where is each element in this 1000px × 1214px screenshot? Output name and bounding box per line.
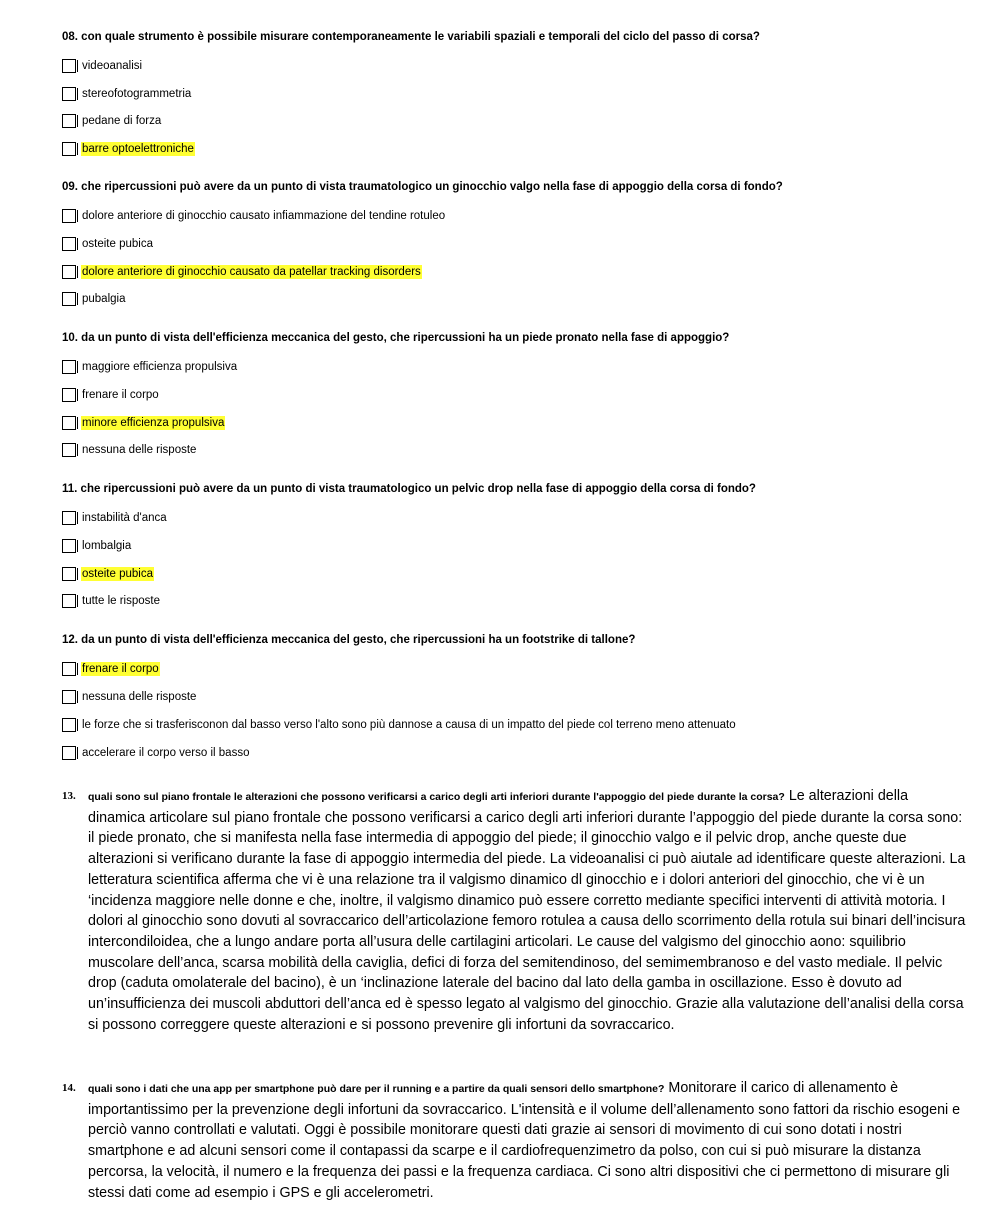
divider bbox=[77, 143, 78, 155]
checkbox-icon[interactable] bbox=[62, 662, 76, 676]
divider bbox=[77, 115, 78, 127]
question-body bbox=[88, 1078, 968, 1203]
divider bbox=[77, 60, 78, 72]
question-text: quali sono sul piano frontale le alterazioni che possono verificarsi a carico degli arti inferiori durante l'appoggio del piede durante la corsa? bbox=[88, 791, 785, 803]
question-11-title: 11. che ripercussioni può avere da un punto di vista traumatologico un pelvic drop nella fase di appoggio della corsa di fondo? bbox=[62, 483, 756, 495]
divider bbox=[77, 540, 78, 552]
divider bbox=[77, 595, 78, 607]
question-number: 14. bbox=[62, 1082, 76, 1094]
question-11-option-3[interactable] bbox=[62, 564, 154, 584]
option-label: dolore anteriore di ginocchio causato infiammazione del tendine rotuleo bbox=[82, 210, 446, 222]
open-question-14 bbox=[62, 1078, 968, 1203]
checkbox-icon[interactable] bbox=[62, 416, 76, 430]
checkbox-icon[interactable] bbox=[62, 718, 76, 732]
option-label: osteite pubica bbox=[82, 238, 153, 250]
checkbox-icon[interactable] bbox=[62, 114, 76, 128]
option-label-highlighted: dolore anteriore di ginocchio causato da patellar tracking disorders bbox=[82, 266, 421, 278]
checkbox-icon[interactable] bbox=[62, 360, 76, 374]
option-label-highlighted: frenare il corpo bbox=[82, 663, 159, 675]
checkbox-icon[interactable] bbox=[62, 746, 76, 760]
answer-text: Monitorare il carico di allenamento è importantissimo per la prevenzione degli infortuni da sovraccarico. L'intensità e il volume dell’allenamento sono fattori da rischio esogeni e perciò vanno controllati e valutati. Oggi è possibile monitorare questi dati grazie ai sensori di movimento di cui sono dotati i nostri smartphone e ad alcuni sensori come il contapassi da scarpe e il cardiofrequenzimetro da polso, con cui si può misurare la distanza percorsa, la velocità, il numero e la frequenza dei passi e la frequenza cardiaca. Ci sono altri dispositivi che ci permettono di misurare gli stessi dati come ad esempio i GPS e gli accelerometri. bbox=[88, 1080, 961, 1201]
divider bbox=[77, 293, 78, 305]
divider bbox=[77, 663, 78, 675]
question-11-option-4[interactable] bbox=[62, 591, 161, 611]
checkbox-icon[interactable] bbox=[62, 59, 76, 73]
divider bbox=[77, 747, 78, 759]
option-label: accelerare il corpo verso il basso bbox=[82, 747, 250, 759]
question-10-option-4[interactable] bbox=[62, 440, 197, 460]
option-label: nessuna delle risposte bbox=[82, 444, 197, 456]
question-12-option-4[interactable] bbox=[62, 743, 250, 763]
divider bbox=[77, 361, 78, 373]
divider bbox=[77, 719, 78, 731]
question-10-title: 10. da un punto di vista dell'efficienza meccanica del gesto, che ripercussioni ha un piede pronato nella fase di appoggio? bbox=[62, 332, 730, 344]
divider bbox=[77, 417, 78, 429]
option-label: tutte le risposte bbox=[82, 595, 160, 607]
checkbox-icon[interactable] bbox=[62, 209, 76, 223]
checkbox-icon[interactable] bbox=[62, 87, 76, 101]
checkbox-icon[interactable] bbox=[62, 237, 76, 251]
option-label: nessuna delle risposte bbox=[82, 691, 197, 703]
option-label: pubalgia bbox=[82, 293, 126, 305]
option-label: le forze che si trasferisconon dal basso verso l'alto sono più dannose a causa di un impatto del piede col terreno meno attenuato bbox=[82, 719, 736, 731]
option-label: videoanalisi bbox=[82, 60, 143, 72]
option-label: frenare il corpo bbox=[82, 389, 159, 401]
question-10-option-1[interactable] bbox=[62, 357, 238, 377]
option-label-highlighted: barre optoelettroniche bbox=[82, 143, 194, 155]
question-08-option-1[interactable] bbox=[62, 56, 143, 76]
option-label: lombalgia bbox=[82, 540, 132, 552]
divider bbox=[77, 444, 78, 456]
divider bbox=[77, 238, 78, 250]
question-09-option-1[interactable] bbox=[62, 206, 446, 226]
question-09-option-2[interactable] bbox=[62, 234, 154, 254]
checkbox-icon[interactable] bbox=[62, 539, 76, 553]
question-12-option-1[interactable] bbox=[62, 659, 160, 679]
question-08-title: 08. con quale strumento è possibile misurare contemporaneamente le variabili spaziali e temporali del ciclo del passo di corsa? bbox=[62, 31, 760, 43]
option-label: instabilità d'anca bbox=[82, 512, 167, 524]
question-08-option-2[interactable] bbox=[62, 84, 192, 104]
question-12-option-3[interactable] bbox=[62, 715, 737, 735]
checkbox-icon[interactable] bbox=[62, 388, 76, 402]
divider bbox=[77, 266, 78, 278]
option-label: stereofotogrammetria bbox=[82, 88, 192, 100]
question-12-title: 12. da un punto di vista dell'efficienza meccanica del gesto, che ripercussioni ha un footstrike di tallone? bbox=[62, 634, 636, 646]
question-10-option-2[interactable] bbox=[62, 385, 160, 405]
checkbox-icon[interactable] bbox=[62, 265, 76, 279]
checkbox-icon[interactable] bbox=[62, 594, 76, 608]
checkbox-icon[interactable] bbox=[62, 567, 76, 581]
option-label: pedane di forza bbox=[82, 115, 162, 127]
divider bbox=[77, 88, 78, 100]
option-label: maggiore efficienza propulsiva bbox=[82, 361, 238, 373]
question-08-option-4[interactable] bbox=[62, 139, 195, 159]
question-number: 13. bbox=[62, 790, 76, 802]
checkbox-icon[interactable] bbox=[62, 511, 76, 525]
question-10-option-3[interactable] bbox=[62, 413, 225, 433]
divider bbox=[77, 210, 78, 222]
option-label-highlighted: minore efficienza propulsiva bbox=[82, 417, 225, 429]
checkbox-icon[interactable] bbox=[62, 142, 76, 156]
open-question-13 bbox=[62, 786, 968, 1035]
answer-text: Le alterazioni della dinamica articolare sul piano frontale che possono verificarsi a carico degli arti inferiori durante l’appoggio del piede durante la corsa sono: il piede pronato, che si manifesta nella fase intermedia di appoggio del piede; il ginocchio valgo e il pelvic drop, anche queste due alterazioni si verificano durante la fase di appoggio intermedia del piede. La videoanalisi ci può aiutale ad identificare queste alterazioni. La letteratura scientifica afferma che vi è una relazione tra il valgismo dinamico dl ginocchio e i dolori anteriori del ginocchio, che vi è un ‘incidenza maggiore nelle donne e che, inoltre, il valgismo dinamico può essere corretto mediante specifici interventi di attività motoria. I dolori al ginocchio sono dovuti al sovraccarico dell’articolazione femoro rotulea a causa dello scorrimento della rotula sui binari dell’incisura intercondiloidea, che a lungo andare porta all’usura delle cartilagini articolari. Le cause del valgismo del ginocchio aono: squilibrio muscolare dell’anca, scarsa mobilità della caviglia, defici di forza del semitendinoso, del semimembranoso e del vasto mediale. Il pelvic drop (caduta omolaterale del bacino), è un ‘inclinazione laterale del bacino dal lato della gamba in oscillazione. Esso è dovuto ad un’insufficienza dei muscoli abduttori dell’anca ed è spesso legato al valgismo del ginocchio. Grazie alla valutazione dell’analisi della corsa si possono correggere queste alterazioni e si possono prevenire gli infortuni da sovraccarico. bbox=[88, 788, 966, 1033]
question-09-option-3[interactable] bbox=[62, 262, 422, 282]
question-09-option-4[interactable] bbox=[62, 289, 126, 309]
option-label-highlighted: osteite pubica bbox=[82, 568, 153, 580]
question-body bbox=[88, 786, 968, 1035]
divider bbox=[77, 691, 78, 703]
checkbox-icon[interactable] bbox=[62, 292, 76, 306]
question-12-option-2[interactable] bbox=[62, 687, 197, 707]
question-11-option-1[interactable] bbox=[62, 508, 168, 528]
question-11-option-2[interactable] bbox=[62, 536, 132, 556]
question-text: quali sono i dati che una app per smartphone può dare per il running e a partire da quali sensori dello smartphone? bbox=[88, 1083, 665, 1095]
question-08-option-3[interactable] bbox=[62, 111, 162, 131]
question-09-title: 09. che ripercussioni può avere da un punto di vista traumatologico un ginocchio valgo nella fase di appoggio della corsa di fondo? bbox=[62, 181, 783, 193]
divider bbox=[77, 512, 78, 524]
divider bbox=[77, 568, 78, 580]
divider bbox=[77, 389, 78, 401]
checkbox-icon[interactable] bbox=[62, 690, 76, 704]
checkbox-icon[interactable] bbox=[62, 443, 76, 457]
